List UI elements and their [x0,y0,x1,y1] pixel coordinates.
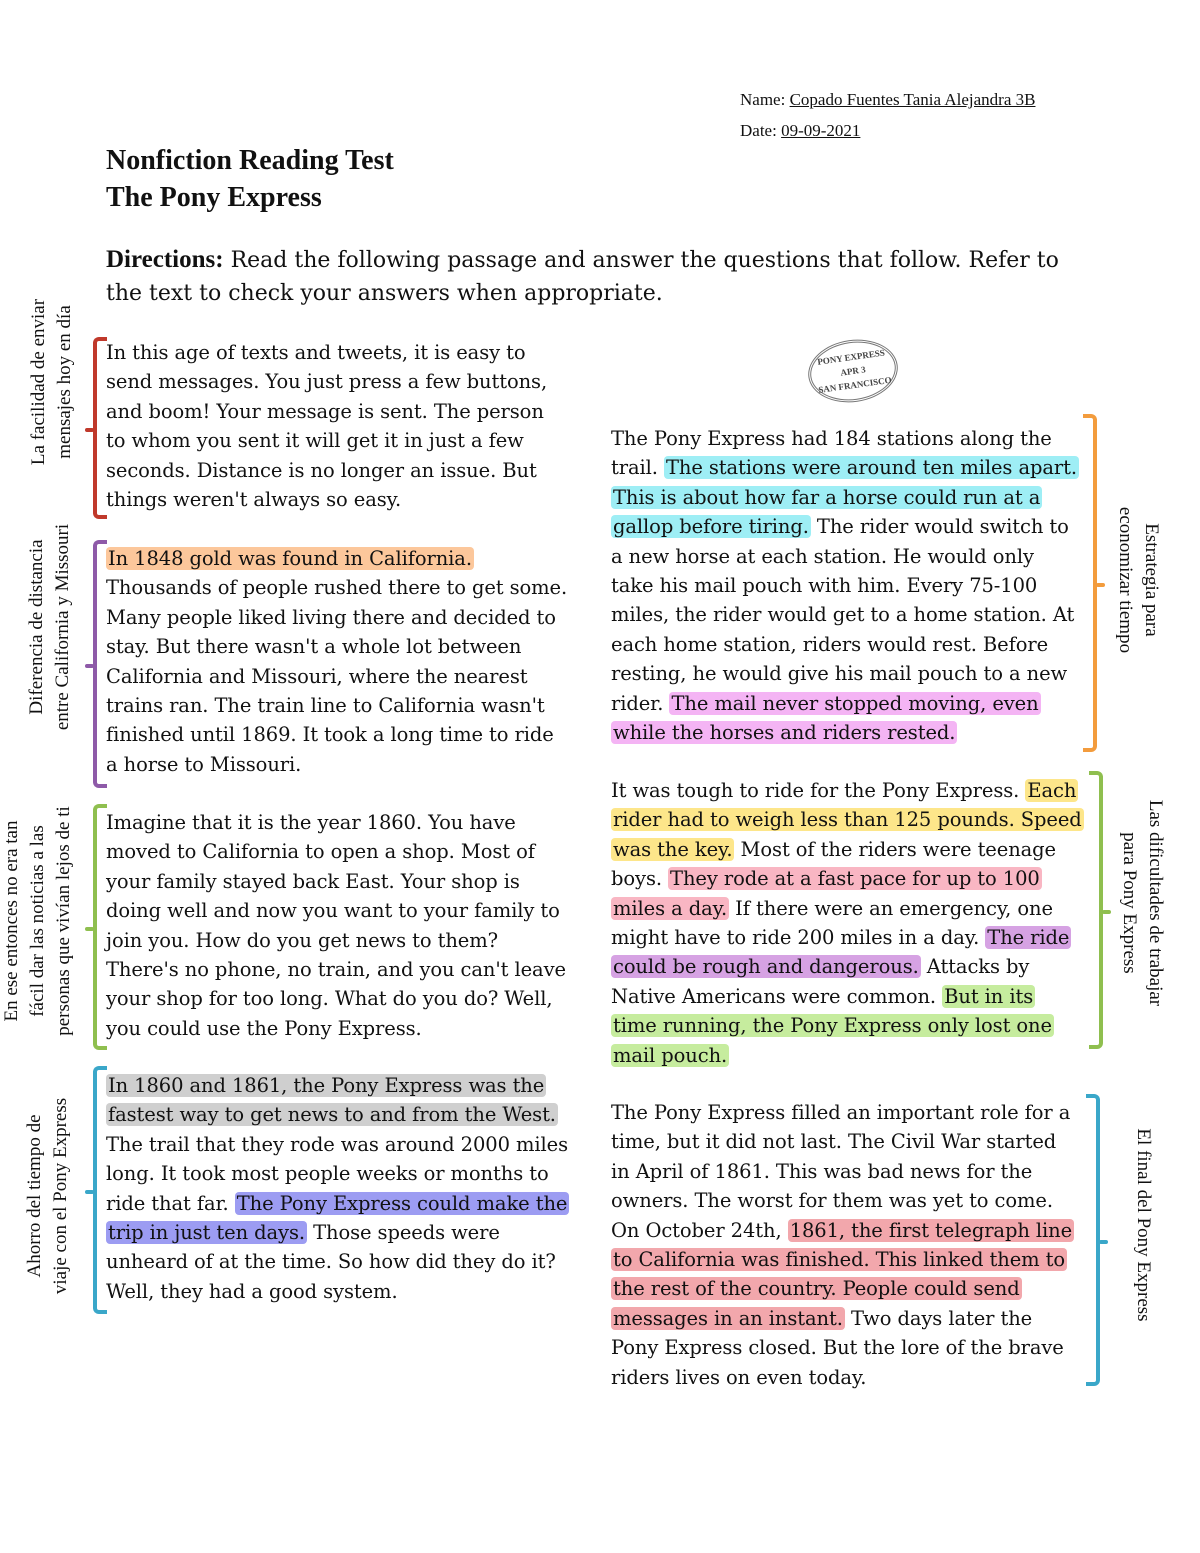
stamp-line-3: SAN FRANCISCO [817,374,893,395]
text-span: If there were an emergency, one [729,896,1053,920]
text-line: a new horse at each station. He would only [611,544,1034,568]
annotation-1-line-2: mensajes hoy en día [54,305,75,459]
text-line: There's no phone, no train, and you can't leave [106,958,566,982]
annotation-3-line-2: fácil dar las noticias a las [27,825,48,1017]
highlight-one-pouch: mail pouch. [613,1043,728,1067]
text-line: In this age of texts and tweets, it is easy to [106,341,526,364]
title-line-1: Nonfiction Reading Test [106,145,394,176]
bracket-green-right [1089,771,1103,1049]
bracket-blue-left [93,1066,107,1314]
text-span: Those speeds were [306,1221,500,1245]
text-span: It was tough to ride for the Pony Express. [611,779,1026,802]
date-value: 09-09-2021 [781,121,861,140]
highlight-stations: gallop before tiring. [613,515,809,539]
text-span: trail. [611,456,664,480]
text-span: On October 24th, [611,1218,788,1242]
text-line: seconds. Distance is no longer an issue. But [106,458,537,482]
directions-label: Directions: [106,246,224,273]
annotation-5 [1112,507,1164,653]
annotation-6-line-2: para Pony Express [1119,832,1140,974]
date-label: Date: [740,121,777,140]
highlight-stations: This is about how far a horse could run at a [613,485,1041,509]
text-line: Many people liked living there and decided to [106,605,556,629]
paragraph-5 [611,424,1079,747]
text-line: The trail that they rode was around 2000 miles [106,1132,568,1156]
date-line [740,121,860,141]
annotation-4 [22,1098,74,1294]
text-span: The rider would switch to [810,515,1069,539]
text-line: take his mail pouch with him. Every 75-100 [611,574,1038,598]
text-line: The Pony Express had 184 stations along the [611,427,1052,450]
text-line: things weren't always so easy. [106,488,402,512]
annotation-3-line-3: personas que vivían lejos de ti [53,806,74,1036]
name-line [740,90,1035,110]
text-line: trains ran. The train line to California wasn't [106,694,545,718]
stamp-line-1: PONY EXPRESS [816,347,886,367]
text-line: your family stayed back East. Your shop is [106,869,520,893]
annotation-4-line-2: viaje con el Pony Express [50,1097,71,1295]
annotation-5-line-1: Estrategia para [1141,523,1162,637]
text-line: in April of 1861. This was bad news for the [611,1159,1033,1183]
text-line: send messages. You just press a few buttons, [106,370,548,394]
paragraph-7 [611,1098,1074,1392]
page-title [106,142,394,216]
paragraph-6 [611,776,1084,1070]
text-line: The Pony Express filled an important role for a [611,1101,1071,1124]
highlight-weight: Each [1027,779,1077,802]
annotation-7-line-1: El final del Pony Express [1133,1128,1154,1322]
annotation-1-line-1: La facilidad de enviar [28,298,49,466]
directions-text: Read the following passage and answer the questions that follow. Refer to the text to check your answers when appropriate. [106,248,1059,306]
text-line: finished until 1869. It took a long time to ride [106,723,554,747]
text-line: each home station, riders would rest. Before [611,632,1049,656]
highlight-ten-days: The Pony Express could make the [236,1191,568,1215]
paragraph-4 [106,1071,569,1306]
text-line: resting, he would give his mail pouch to a new [611,662,1068,686]
text-line: California and Missouri, where the nearest [106,664,528,688]
text-span: Native Americans were common. [611,984,943,1008]
annotation-6 [1116,800,1168,1006]
highlight-telegraph: messages in an instant. [613,1306,843,1330]
highlight-fastest-way: fastest way to get news to and from the West. [108,1103,556,1127]
text-span: ride that far. [106,1191,235,1215]
title-line-2: The Pony Express [106,182,322,213]
text-line: owners. The worst for them was yet to come. [611,1189,1053,1213]
highlight-ten-days: trip in just ten days. [108,1221,305,1245]
text-line: Thousands of people rushed there to get some. [106,576,568,600]
paragraph-1 [106,338,547,514]
text-span: Two days later the [844,1306,1033,1330]
bracket-orange [1083,414,1097,752]
text-line: riders lives on even today. [611,1365,867,1389]
annotation-7 [1130,1128,1156,1321]
text-line: join you. How do you get news to them? [106,928,498,952]
text-line: long. It took most people weeks or months to [106,1162,549,1186]
annotation-2-line-2: entre California y Missouri [52,523,73,731]
highlight-telegraph: the rest of the country. People could send [613,1277,1020,1301]
text-line: unheard of at the time. So how did they do it? [106,1250,556,1274]
highlight-mail-moving: The mail never stopped moving, even [671,691,1039,715]
text-line: moved to California to open a shop. Most of [106,840,535,864]
text-span: Most of the riders were teenage [734,837,1056,861]
text-line: time, but it did not last. The Civil War started [611,1130,1057,1154]
highlight-mail-moving: while the horses and riders rested. [613,721,956,745]
name-label: Name: [740,90,786,109]
text-line: to whom you sent it will get it in just a few [106,429,524,453]
annotation-3-line-1: En ese entonces no era tan [1,820,22,1022]
text-line: miles, the rider would get to a home station. At [611,603,1075,627]
highlight-weight: was the key. [613,837,733,861]
text-span: Attacks by [920,955,1030,979]
annotation-2-line-1: Diferencia de distancia [26,539,47,715]
text-line: stay. But there wasn't a whole lot between [106,635,522,659]
bracket-blue-right [1086,1094,1100,1386]
text-line: your shop for too long. What do you do? Well, [106,987,553,1011]
text-line: a horse to Missouri. [106,752,302,776]
highlight-rough-ride: The ride [987,926,1070,950]
highlight-fast-pace: They rode at a fast pace for up to 100 [670,867,1040,891]
highlight-one-pouch: time running, the Pony Express only lost one [613,1014,1052,1038]
text-line: Well, they had a good system. [106,1279,398,1303]
stamp-line-2: APR 3 [839,364,867,378]
name-value: Copado Fuentes Tania Alejandra 3B [789,90,1036,109]
highlight-one-pouch: But in its [944,984,1034,1008]
annotation-1 [26,299,78,465]
text-line: Pony Express closed. But the lore of the brave [611,1336,1064,1360]
pony-express-stamp [804,334,902,408]
annotation-5-line-2: economizar tiempo [1115,506,1136,654]
text-line: Imagine that it is the year 1860. You have [106,811,516,834]
annotation-6-line-1: Las dificultades de trabajar [1145,799,1166,1007]
highlight-fastest-way: In 1860 and 1861, the Pony Express was the [108,1074,545,1097]
text-line: you could use the Pony Express. [106,1016,422,1040]
highlight-stations: The stations were around ten miles apart. [665,456,1077,480]
highlight-telegraph: to California was finished. This linked them to [613,1248,1066,1272]
text-span: boys. [611,867,669,891]
paragraph-2 [106,544,567,779]
text-span: might have to ride 200 miles in a day. [611,926,986,950]
directions [106,243,1096,310]
highlight-telegraph: 1861, the first telegraph line [789,1218,1073,1242]
annotation-3 [0,806,77,1036]
paragraph-3 [106,808,566,1043]
text-line: doing well and now you want to your family to [106,899,560,923]
highlight-gold-found: In 1848 gold was found in California. [108,547,472,570]
highlight-fast-pace: miles a day. [613,896,728,920]
highlight-rough-ride: could be rough and dangerous. [613,955,919,979]
highlight-weight: rider had to weigh less than 125 pounds. Speed [613,808,1082,832]
bracket-red [93,337,107,519]
bracket-purple [93,540,107,788]
text-span: rider. [611,691,670,715]
annotation-4-line-1: Ahorro del tiempo de [24,1114,45,1278]
bracket-green [93,804,107,1050]
text-line: and boom! Your message is sent. The person [106,399,544,423]
annotation-2 [24,524,76,730]
